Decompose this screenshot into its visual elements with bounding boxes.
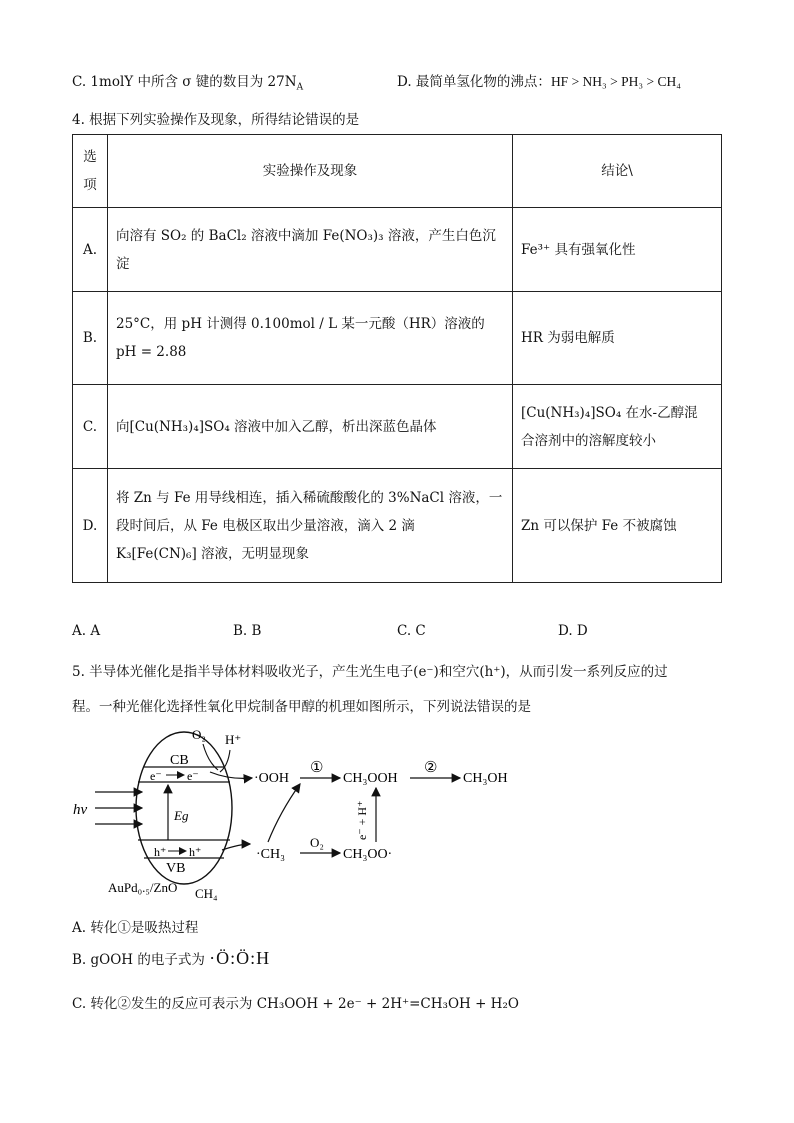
h-plus-label: H⁺	[225, 732, 242, 747]
step1-label: ①	[310, 760, 324, 776]
header-option: 选 项	[73, 135, 108, 208]
q4-answer-a: A. A	[72, 623, 101, 639]
q5-option-c: C. 转化②发生的反应可表示为 CH₃OOH + 2e⁻ + 2H⁺=CH₃OH + H₂O	[72, 996, 519, 1012]
row-conclusion: [Cu(NH₃)₄]SO₄ 在水-乙醇混 合溶剂中的溶解度较小	[513, 385, 722, 469]
table-row	[73, 385, 722, 469]
reduction-label: e⁻ + H⁺	[355, 800, 369, 840]
cb-label: CB	[170, 753, 189, 768]
ooh-label: ·OOH	[254, 771, 289, 786]
q4-stem: 4. 根据下列实验操作及现象，所得结论错误的是	[72, 112, 360, 128]
header-operation: 实验操作及现象	[108, 135, 513, 208]
experiment-table	[72, 134, 722, 583]
o2-top-label: O₂	[192, 727, 206, 742]
electron-left: e⁻	[150, 769, 162, 783]
step2-label: ②	[424, 760, 438, 776]
ch4-label: CH₄	[195, 886, 218, 901]
row-operation: 将 Zn 与 Fe 用导线相连，插入稀硫酸酸化的 3%NaCl 溶液，一 段时间后，从 Fe 电极区取出少量溶液，滴入 2 滴 K₃[Fe(CN)₆] 溶液，无明显现象	[108, 469, 513, 583]
ch3-to-step1-arrow	[268, 784, 300, 842]
ch3oo-label: CH₃OO·	[343, 847, 393, 862]
header-conclusion: 结论\	[513, 135, 722, 208]
q4-answer-b: B. B	[233, 623, 262, 639]
ch3oh-label: CH₃OH	[463, 771, 508, 786]
hole-left: h⁺	[154, 845, 167, 859]
electron-formula: ·Ö:Ö:H	[209, 948, 271, 968]
q5-stem-line2: 程。一种光催化选择性氧化甲烷制备甲醇的机理如图所示，下列说法错误的是	[72, 699, 531, 715]
q5-stem-line1: 5. 半导体光催化是指半导体材料吸收光子，产生光生电子(e⁻)和空穴(h⁺)，从而引发一系列反应的过	[72, 664, 668, 680]
q4-answer-d: D. D	[558, 623, 588, 639]
o2-input-curve	[203, 744, 218, 770]
row-operation: 向[Cu(NH₃)₄]SO₄ 溶液中加入乙醇，析出深蓝色晶体	[108, 385, 513, 469]
table-row	[73, 292, 722, 385]
row-conclusion: HR 为弱电解质	[513, 292, 722, 385]
hv-label: hν	[73, 802, 88, 818]
ch3-label: ·CH₃	[256, 847, 285, 862]
q3-option-d: D. 最简单氢化物的沸点：HF > NH₃ > PH₃ > CH₄	[397, 74, 681, 90]
row-option: B.	[73, 292, 108, 385]
vb-label: VB	[166, 861, 186, 876]
row-option: D.	[73, 469, 108, 583]
row-conclusion: Zn 可以保护 Fe 不被腐蚀	[513, 469, 722, 583]
table-header-row	[73, 135, 722, 208]
ch3ooh-label: CH₃OOH	[343, 771, 398, 786]
o2-mid-label: O₂	[310, 835, 324, 850]
catalyst-label: AuPd₀.₅/ZnO	[108, 880, 178, 895]
q3-option-c: C. 1molY 中所含 σ 键的数目为 $27N_A$	[72, 74, 304, 93]
hole-right: h⁺	[189, 845, 202, 859]
table-row	[73, 469, 722, 583]
table-row	[73, 208, 722, 292]
mechanism-diagram	[70, 722, 530, 908]
q5-option-b: B. gOOH 的电子式为 ·Ö:Ö:H	[72, 948, 271, 968]
row-option: C.	[73, 385, 108, 469]
electron-right: e⁻	[187, 769, 199, 783]
eg-label: Eg	[174, 808, 189, 823]
row-operation: 向溶有 SO₂ 的 BaCl₂ 溶液中滴加 Fe(NO₃)₃ 溶液，产生白色沉 淀	[108, 208, 513, 292]
row-conclusion: Fe³⁺ 具有强氧化性	[513, 208, 722, 292]
row-option: A.	[73, 208, 108, 292]
cb-to-ooh-arrow	[210, 772, 252, 778]
q5-option-a: A. 转化①是吸热过程	[72, 920, 199, 936]
q4-answer-c: C. C	[397, 623, 426, 639]
row-operation: 25°C，用 pH 计测得 0.100mol / L 某一元酸（HR）溶液的 pH = 2.88	[108, 292, 513, 385]
